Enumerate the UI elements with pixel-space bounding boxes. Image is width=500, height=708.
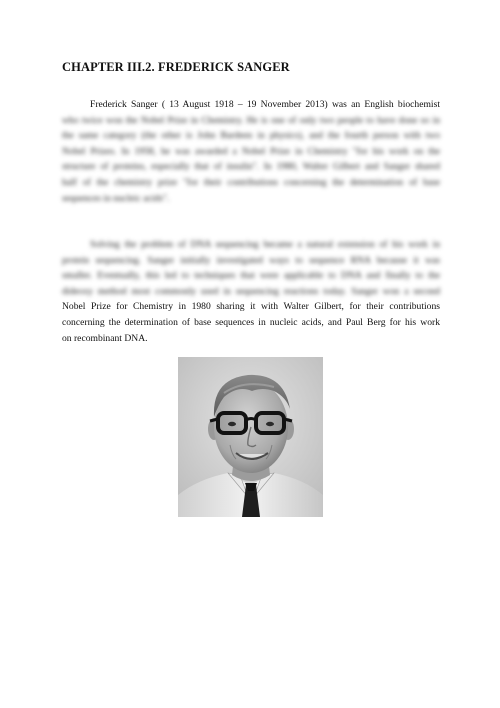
paragraph-line: Nobel Prizes. In 1958, he was awarded a Nobel Prize in Chemistry "for his work on the — [62, 145, 440, 157]
portrait-photo — [178, 357, 323, 517]
paragraph-line: smaller. Eventually, this led to techniques that were applicable to DNA and finally to the — [62, 270, 440, 282]
blurred-text-region — [62, 237, 440, 299]
paragraph-line: half of the chemistry prize "for their contributions concerning the determination of base — [62, 176, 440, 188]
blurred-text-region — [62, 113, 440, 207]
paragraph-line: sequences in nucleic acids". — [62, 192, 170, 204]
paragraph-line: protein sequencing. Sanger initially investigated ways to sequence RNA because it was — [62, 254, 440, 266]
paragraph-line: the same category (the other is John Bardeen in physics), and the fourth person with two — [62, 130, 440, 142]
paragraph-line: concerning the determination of base sequences in nucleic acids, and Paul Berg for his work — [62, 316, 440, 328]
paragraph-line: who twice won the Nobel Prize in Chemistry. He is one of only two people to have done so in — [62, 114, 440, 126]
paragraph-line: Frederick Sanger ( 13 August 1918 – 19 November 2013) was an English biochemist — [90, 99, 440, 110]
paragraph-line: structure of proteins, especially that of insulin". In 1980, Walter Gilbert and Sanger shared — [62, 161, 440, 173]
paragraph-dna-sequencing — [62, 237, 440, 346]
paragraph-line: Solving the problem of DNA sequencing became a natural extension of his work in — [90, 239, 440, 250]
paragraph-line: dideoxy method most commonly used in sequencing reactions today. Sanger won a second — [62, 285, 440, 297]
paragraph-line: on recombinant DNA. — [62, 332, 148, 344]
paragraph-biography — [62, 97, 440, 206]
chapter-title: CHAPTER III.2. FREDERICK SANGER — [62, 60, 290, 74]
paragraph-line: Nobel Prize for Chemistry in 1980 sharing it with Walter Gilbert, for their contributions — [62, 301, 440, 313]
